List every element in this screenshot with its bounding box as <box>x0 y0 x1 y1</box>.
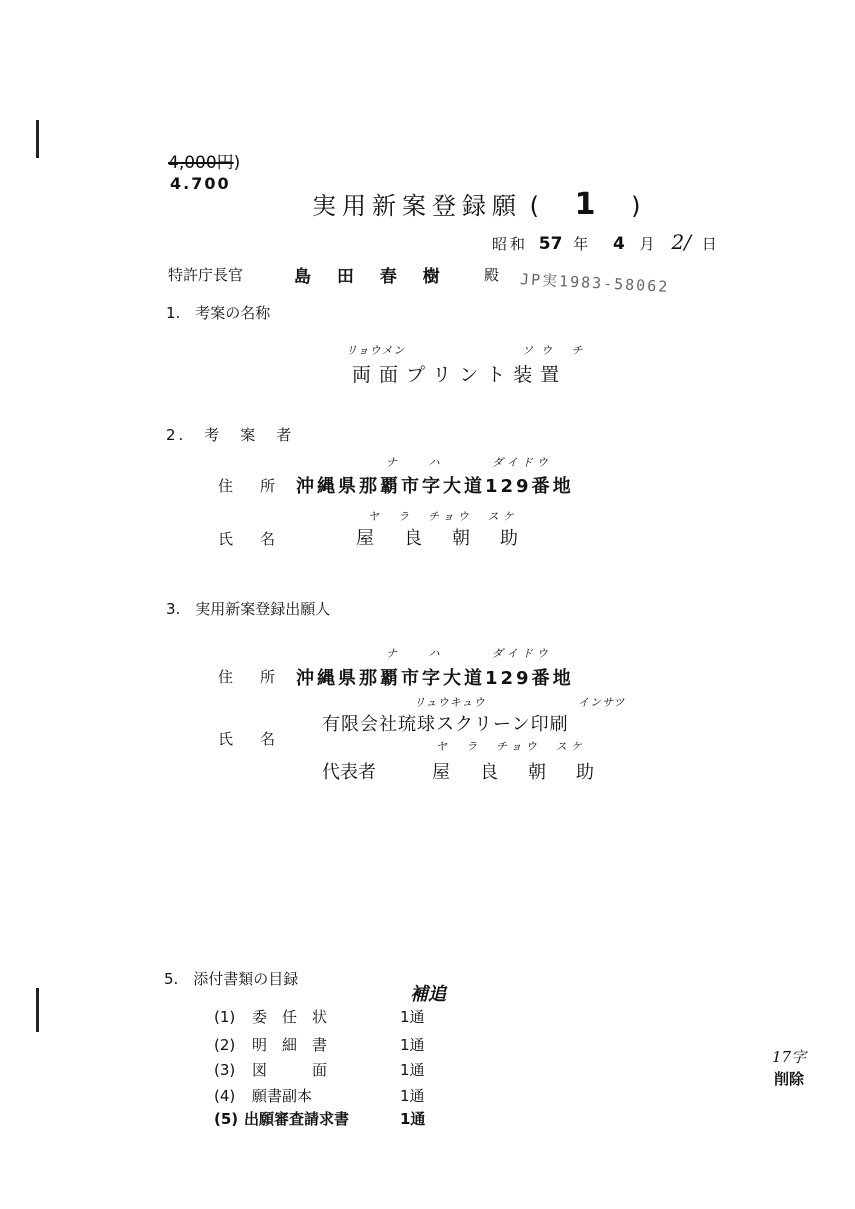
attachment-qty-3: 1通 <box>400 1061 425 1079</box>
section2-address-ruby-b: ダイドウ <box>492 456 552 469</box>
device-title: 両面プリント装置 <box>352 364 568 386</box>
attachment-label-3: 図 面 <box>252 1061 328 1079</box>
section5-heading: 5. 添付書類の目録 <box>164 970 299 988</box>
title-close-paren: ) <box>631 192 641 220</box>
attachment-item-2 <box>214 1034 425 1055</box>
attachment-qty-2: 1通 <box>400 1036 425 1054</box>
application-number-stamp: JP実1983-58062 <box>519 270 670 296</box>
section3-rep-ruby: ヤ ラ チョウ スケ <box>436 740 586 753</box>
fee-new: 4.700 <box>170 174 231 193</box>
attachment-item-5 <box>214 1108 425 1129</box>
section3-company-ruby-a: リュウキュウ <box>414 696 486 709</box>
attachment-num-5: (5) <box>214 1110 239 1128</box>
section3-company-ruby-b: インサツ <box>578 696 626 709</box>
title-text: 実用新案登録願 <box>312 192 522 220</box>
section1-ruby-b: ソウ チ <box>522 344 591 357</box>
margin-note-line1: 17字 <box>772 1048 807 1066</box>
addressee-honorific: 殿 <box>484 266 500 284</box>
section3-heading: 3. 実用新案登録出願人 <box>166 600 331 618</box>
attachment-num-2: (2) <box>214 1036 236 1054</box>
margin-mark-top <box>36 120 39 158</box>
date-month-unit: 月 <box>639 235 655 253</box>
section3-address: 沖縄県那覇市字大道129番地 <box>296 668 574 689</box>
section3-address-ruby-a: ナ ハ <box>386 647 454 660</box>
section3-address-ruby-b: ダイドウ <box>492 647 552 660</box>
attachment-qty-5: 1通 <box>400 1110 426 1128</box>
attachment-label-2: 明 細 書 <box>252 1036 328 1054</box>
attachment-item-1 <box>214 1006 425 1027</box>
section2-heading: 2. 考 案 者 <box>166 426 295 444</box>
attachment-label-5: 出願審査請求書 <box>244 1110 350 1128</box>
section2-address-ruby-a: ナ ハ <box>386 456 454 469</box>
addressee-role: 特許庁長官 <box>168 266 244 284</box>
handwritten-supplement-note: 補追 <box>410 984 446 1005</box>
document-title <box>312 186 641 222</box>
inventor-name: 屋 良 朝 助 <box>356 528 524 549</box>
attachment-num-4: (4) <box>214 1087 236 1105</box>
attachment-qty-4: 1通 <box>400 1087 425 1105</box>
attachment-item-4 <box>214 1085 425 1106</box>
margin-mark-bottom <box>36 988 39 1032</box>
section2-address-label: 住 所 <box>218 477 282 495</box>
title-number: 1 <box>574 187 596 222</box>
addressee-name: 島 田 春 樹 <box>294 267 450 287</box>
date-day-unit: 日 <box>701 235 717 253</box>
section1-heading: 1. 考案の名称 <box>166 304 271 322</box>
date-month: 4 <box>613 234 625 254</box>
section3-address-label: 住 所 <box>218 668 282 686</box>
date-day: 2/ <box>671 230 691 254</box>
fee-old-amount: 4,000円 <box>168 153 234 173</box>
attachment-num-3: (3) <box>214 1061 236 1079</box>
attachment-label-4: 願書副本 <box>252 1087 313 1105</box>
section3-name-label: 氏 名 <box>218 730 282 748</box>
attachment-label-1: 委 任 状 <box>252 1008 328 1026</box>
date-year-unit: 年 <box>573 235 589 253</box>
section1-ruby-a: リョウメン <box>346 344 406 357</box>
date-era: 昭和 <box>492 235 529 253</box>
filing-date <box>492 230 717 254</box>
attachment-item-3 <box>214 1059 425 1080</box>
margin-note-line2: 削除 <box>774 1070 805 1088</box>
applicant-company: 有限会社琉球スクリーン印刷 <box>322 714 569 735</box>
date-year: 57 <box>538 234 563 254</box>
section2-name-label: 氏 名 <box>218 530 282 548</box>
representative-name: 屋 良 朝 助 <box>432 762 600 783</box>
representative-label: 代表者 <box>322 762 376 783</box>
attachment-num-1: (1) <box>214 1008 236 1026</box>
title-open-paren: ( <box>529 192 540 220</box>
section2-name-ruby: ヤ ラ チョウ スケ <box>368 510 518 523</box>
attachment-qty-1: 1通 <box>400 1008 425 1026</box>
fee-old <box>168 148 240 173</box>
fee-paren: ) <box>233 153 241 173</box>
section2-address: 沖縄県那覇市字大道129番地 <box>296 476 574 497</box>
